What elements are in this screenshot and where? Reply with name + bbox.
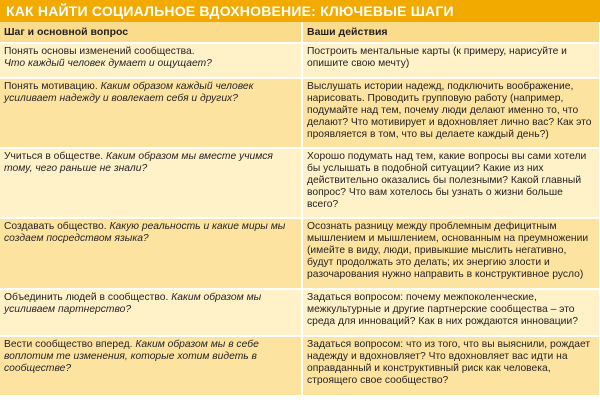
table-row <box>0 43 600 78</box>
step-cell <box>0 218 302 289</box>
action-cell: Построить ментальные карты (к примеру, нарисуйте и опишите свою мечту) <box>302 43 600 78</box>
table-row <box>0 78 600 148</box>
step-question: Что каждый человек думает и ощущает? <box>4 58 212 70</box>
table-row <box>0 336 600 395</box>
action-cell: Осознать разницу между проблемным дефицитным мышлением и мышлением, основанным на преумножении (имейте в виду, люди, привыкшие мыслить негативно, будут продолжать это делать; их энергию злости и разочарования нужно направить в конструктивное русло) <box>302 218 600 289</box>
column-header-step: Шаг и основной вопрос <box>0 22 302 43</box>
action-cell: Выслушать истории надежд, подключить воображение, нарисовать. Проводить групповую работу (например, подумайте над тем, почему люди делают именно то, что делают? Что мотивирует и вдохновляет лично вас? Как это проявляется в том, что вы делаете каждый день?) <box>302 78 600 148</box>
step-cell <box>0 78 302 148</box>
table-header-row <box>0 22 600 43</box>
step-cell <box>0 43 302 78</box>
steps-table <box>0 22 600 395</box>
step-cell <box>0 148 302 218</box>
table-row <box>0 289 600 336</box>
table-row <box>0 218 600 289</box>
step-text: Понять основы изменений сообщества. <box>4 46 195 57</box>
action-cell: Задаться вопросом: почему межпоколенческие, межкультурные и другие партнерские сообщества – это среда для инноваций? Как в них рождаются инновации? <box>302 289 600 336</box>
column-header-actions: Ваши действия <box>302 22 600 43</box>
action-cell: Задаться вопросом: что из того, что вы выяснили, рождает надежду и вдохновляет? Что вдохновляет вас идти на оправданный и конструктивный риск как человека, строящего свое сообщество? <box>302 336 600 395</box>
step-text: Понять мотивацию. <box>4 81 98 92</box>
step-question: Каким образом мы усиливаем партнерство? <box>4 292 262 316</box>
step-text: Создавать общество. <box>4 221 107 232</box>
page-title: КАК НАЙТИ СОЦИАЛЬНОЕ ВДОХНОВЕНИЕ: КЛЮЧЕВЫЕ ШАГИ <box>6 3 454 19</box>
step-question: Каким образом каждый человек усиливает надежду и вовлекает себя и других? <box>4 81 254 105</box>
step-question: Какую реальность и какие миры мы создаем посредством языка? <box>4 221 286 245</box>
step-cell <box>0 289 302 336</box>
step-text: Вести сообщество вперед. <box>4 339 133 350</box>
step-text: Объединить людей в сообщество. <box>4 292 169 303</box>
step-question: Каким образом мы в себе воплотим те изменения, которые хотим видеть в сообществе? <box>4 339 259 375</box>
step-question: Каким образом мы вместе учимся тому, чего раньше не знали? <box>4 151 273 175</box>
step-text: Учиться в обществе. <box>4 151 104 162</box>
step-cell <box>0 336 302 395</box>
table-row <box>0 148 600 218</box>
title-bar <box>0 0 600 22</box>
action-cell: Хорошо подумать над тем, какие вопросы вы сами хотели бы услышать в подобной ситуации? Какие из них действительно оказались бы полезными? Какой главный вопрос? Что вам хотелось бы узнать о жизни больше всего? <box>302 148 600 218</box>
